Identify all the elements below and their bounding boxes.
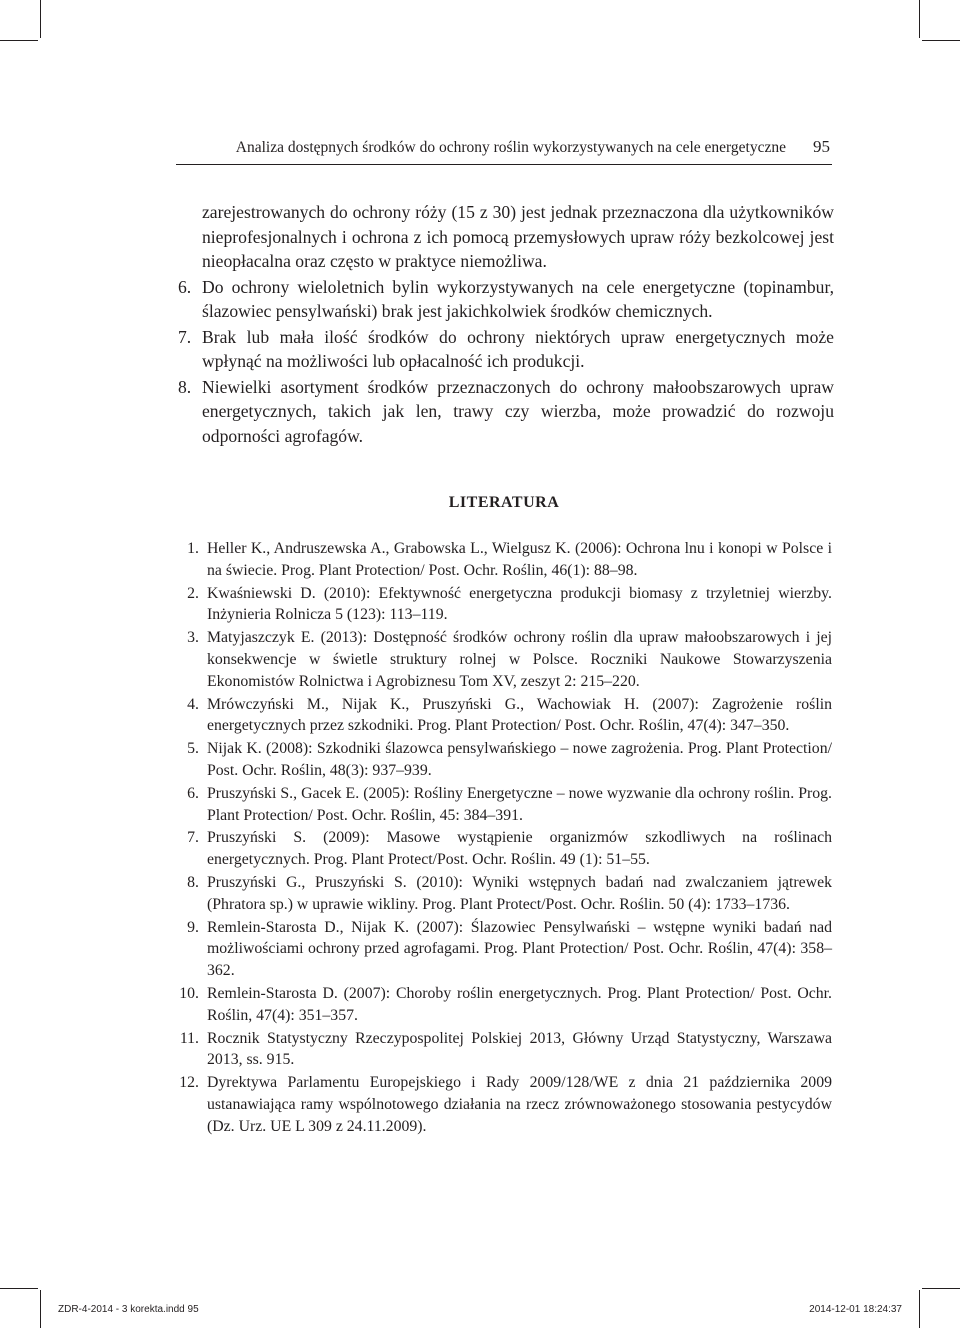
reference-text: Nijak K. (2008): Szkodniki ślazowca pensylwańskiego – nowe zagrożenia. Prog. Plant Protection/ Post. Ochr. Roślin, 48(3): 937–939. [207, 740, 832, 779]
reference-number: 11. [179, 1029, 199, 1047]
crop-mark [919, 0, 920, 38]
reference-text: Pruszyński G., Pruszyński S. (2010): Wyniki wstępnych badań nad zwalczaniem jątrewek (Phratora sp.) w uprawie wikliny. Prog. Plant Protect/Post. Ochr. Roślin. 50 (4): 1733–1736. [207, 873, 832, 913]
point-number: 7. [178, 326, 192, 347]
reference-text: Heller K., Andruszewska A., Grabowska L., Wielgusz K. (2006): Ochrona lnu i konopi w Polsce i na świecie. Prog. Plant Protection/ Post. Ochr. Roślin, 46(1): 88–98. [207, 540, 832, 579]
references-heading: LITERATURA [448, 494, 560, 511]
reference-item [176, 827, 832, 871]
reference-item [176, 1072, 832, 1137]
crop-mark [0, 1288, 38, 1289]
footer-file: ZDR-4-2014 - 3 korekta.indd 95 [58, 1304, 199, 1315]
body-text [178, 200, 834, 448]
reference-text: Remlein-Starosta D., Nijak K. (2007): Ślazowiec Pensylwański – wstępne wyniki badań nad możliwościami ochrony przed agrofagami. Prog. Plant Protection/ Post. Ochr. Roślin, 47(4): 358–362. [207, 918, 832, 980]
reference-item [176, 738, 832, 782]
reference-text: Rocznik Statystyczny Rzeczypospolitej Polskiej 2013, Główny Urząd Statystyczny, Warszawa 2013, ss. 915. [207, 1029, 832, 1069]
intro-text: zarejestrowanych do ochrony róży (15 z 30) jest jednak przeznaczona dla użytkowników nieprofesjonalnych i ochrona z ich pomocą przemysłowych upraw róży bezkolcowej jest nieopłacalna oraz często w praktyce niemożliwa. [202, 202, 834, 271]
reference-text: Mrówczyński M., Nijak K., Pruszyński G., Wachowiak H. (2007): Zagrożenie roślin energetycznych przez szkodniki. Prog. Plant Protection/ Post. Ochr. Roślin, 47(4): 347–350. [207, 695, 832, 735]
reference-item [176, 538, 832, 582]
reference-item [176, 872, 832, 916]
point-text: Niewielki asortyment środków przeznaczonych do ochrony małoobszarowych upraw energetycznych, takich jak len, trawy czy wierzba, może prowadzić do rozwoju odporności agrofagów. [202, 376, 834, 446]
point-text: Do ochrony wieloletnich bylin wykorzystywanych na cele energetyczne (topinambur, ślazowiec pensylwański) brak jest jakichkolwiek środków chemicznych. [202, 276, 834, 321]
reference-text: Remlein-Starosta D. (2007): Choroby roślin energetycznych. Prog. Plant Protection/ Post. Ochr. Roślin, 47(4): 351–357. [207, 984, 832, 1024]
reference-number: 10. [179, 984, 199, 1002]
reference-number: 4. [187, 695, 199, 713]
crop-mark [0, 40, 38, 41]
reference-item [176, 783, 832, 827]
crop-mark [919, 1290, 920, 1328]
numbered-point [178, 325, 834, 374]
reference-number: 5. [187, 740, 199, 758]
reference-number: 12. [179, 1074, 199, 1092]
reference-text: Pruszyński S. (2009): Masowe wystąpienie organizmów szkodliwych na roślinach energetycznych. Prog. Plant Protect/Post. Ochr. Roślin. 49 (1): 51–55. [207, 829, 832, 869]
numbered-point [178, 275, 834, 324]
reference-number: 3. [187, 629, 199, 647]
reference-number: 6. [187, 784, 199, 802]
reference-number: 7. [187, 829, 199, 847]
reference-item [176, 1028, 832, 1072]
crop-mark [40, 0, 41, 38]
footer-date: 2014-12-01 18:24:37 [809, 1304, 902, 1315]
intro-paragraph [178, 200, 834, 274]
crop-mark [922, 1288, 960, 1289]
numbered-point [178, 375, 834, 449]
point-number: 8. [178, 376, 192, 397]
reference-item [176, 917, 832, 982]
reference-item [176, 627, 832, 692]
reference-number: 2. [187, 584, 199, 602]
reference-item [176, 583, 832, 627]
reference-number: 1. [187, 540, 199, 557]
running-title: Analiza dostępnych środków do ochrony roślin wykorzystywanych na cele energetyczne [235, 139, 786, 156]
reference-number: 9. [187, 918, 199, 936]
point-text: Brak lub mała ilość środków do ochrony niektórych upraw energetycznych może wpłynąć na możliwości lub opłacalność ich produkcji. [202, 326, 834, 371]
running-header [176, 136, 832, 165]
reference-text: Dyrektywa Parlamentu Europejskiego i Rady 2009/128/WE z dnia 21 października 2009 ustanawiająca ramy wspólnotowego działania na rzecz zrównoważonego stosowania pestycydów (Dz. Urz. UE L 309 z 24.11.2009). [207, 1074, 832, 1135]
reference-text: Matyjaszczyk E. (2013): Dostępność środków ochrony roślin dla upraw małoobszarowych i jej konsekwencje w świetle struktury rolnej w Polsce. Roczniki Naukowe Stowarzyszenia Ekonomistów Rolnictwa i Agrobiznesu Tom XV, zeszyt 2: 215–220. [207, 629, 832, 690]
crop-mark [922, 40, 960, 41]
point-number: 6. [178, 276, 192, 297]
crop-mark [40, 1290, 41, 1328]
page-number: 95 [813, 137, 830, 156]
reference-item [176, 694, 832, 738]
references-list [176, 538, 832, 1139]
reference-text: Pruszyński S., Gacek E. (2005): Rośliny Energetyczne – nowe wyzwanie dla ochrony roślin. Prog. Plant Protection/ Post. Ochr. Roślin, 45: 384–391. [207, 784, 832, 824]
reference-text: Kwaśniewski D. (2010): Efektywność energetyczna produkcji biomasy z trzyletniej wierzby. Inżynieria Rolnicza 5 (123): 113–119. [207, 584, 832, 624]
reference-item [176, 983, 832, 1027]
reference-number: 8. [187, 873, 199, 891]
